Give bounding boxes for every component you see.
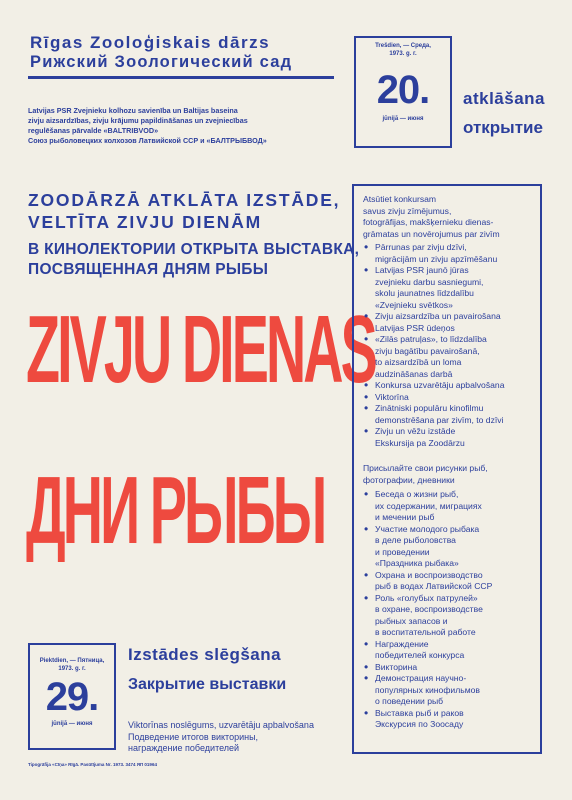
opening-month: jūnijā — июня bbox=[382, 116, 424, 122]
intro-line: Присылайте свои рисунки рыб, bbox=[363, 463, 488, 473]
opening-year: 1973. g. г. bbox=[389, 51, 417, 57]
organizer-line: zivju aizsardzības, zivju krājumu papildināšanas un zvejniecības bbox=[28, 116, 248, 125]
closing-note-line: Viktorīnas noslēgums, uzvarētāju apbalvošana bbox=[128, 720, 314, 730]
list-item: • Viktorīna bbox=[363, 392, 534, 404]
list-item: • Участие молодого рыбака в деле рыболовства и проведении «Праздника рыбака» bbox=[363, 524, 534, 570]
headline-latvian bbox=[28, 189, 340, 233]
list-item: • Latvijas PSR jaunō jūras zvejnieku darbu sasniegumi, skolu jaunatnes līdzdalību «Zvejnieku svētkos» bbox=[363, 265, 534, 311]
closing-day: 29. bbox=[45, 675, 99, 719]
headline-lv-line2: VELTĪTA ZIVJU DIENĀM bbox=[28, 212, 263, 232]
zoo-title-latvian: Rīgas Zooloģiskais dārzs bbox=[30, 33, 271, 52]
list-item: • Викторина bbox=[363, 662, 534, 674]
opening-label-russian: открытие bbox=[463, 118, 543, 137]
closing-year: 1973. g. г. bbox=[58, 666, 86, 672]
organizer-line: Latvijas PSR Zvejnieku kolhozu savienība un Baltijas baseina bbox=[28, 106, 238, 115]
list-item: • Выставка рыб и раков Экскурсия по Зоосаду bbox=[363, 708, 534, 731]
list-item: • Награждение победителей конкурса bbox=[363, 639, 534, 662]
program-list-latvian bbox=[363, 242, 534, 449]
closing-label-russian: Закрытие выставки bbox=[128, 676, 287, 693]
list-item: • Беседа о жизни рыб, их содержании, миграциях и мечении рыб bbox=[363, 489, 534, 524]
opening-weekday: Trešdien, — Среда, bbox=[375, 43, 431, 49]
intro-line: фотографии, дневники bbox=[363, 474, 455, 485]
program-intro-russian bbox=[363, 463, 534, 486]
intro-line: Atsūtiet konkursam bbox=[363, 194, 437, 204]
list-item: • Pārrunas par zivju dzīvi, migrācijām un zivju apzīmēšanu bbox=[363, 242, 534, 265]
opening-day: 20. bbox=[376, 68, 430, 112]
headline-ru-line1: В КИНОЛЕКТОРИИ ОТКРЫТА ВЫСТАВКА, bbox=[28, 241, 360, 258]
headline-russian bbox=[28, 240, 359, 280]
intro-line: grāmatas un novērojumus par zivīm bbox=[363, 228, 500, 239]
title-underline bbox=[28, 76, 334, 79]
closing-weekday: Piektdien, — Пятница, bbox=[39, 658, 105, 664]
closing-date-box bbox=[28, 643, 116, 750]
big-title-russian: ДНИ РЫБЫ bbox=[26, 457, 325, 564]
intro-line: fotogrāfijas, makšķernieku dienas- bbox=[363, 217, 494, 227]
list-item: • Охрана и воспроизводство рыб в водах Латвийской ССР bbox=[363, 570, 534, 593]
closing-month: jūnijā — июня bbox=[51, 721, 93, 727]
list-item: • Konkursa uzvarētāju apbalvošana bbox=[363, 380, 534, 392]
list-item: • Zivju un vēžu izstāde Ekskursija pa Zoodārzu bbox=[363, 426, 534, 449]
program-intro-latvian bbox=[363, 194, 534, 240]
opening-date-box bbox=[354, 36, 452, 148]
zoo-title-russian: Рижский Зоологический сад bbox=[30, 53, 293, 71]
closing-note-line: награждение победителей bbox=[128, 743, 240, 753]
closing-label-latvian: Izstādes slēgšana bbox=[128, 645, 282, 664]
organizer-line: regulēšanas pārvalde «BALTRIBVOD» bbox=[28, 126, 159, 135]
opening-label-latvian: atklāšana bbox=[463, 89, 545, 108]
list-item: • Zinātniski populāru kinofilmu demonstrēšana par zivīm, to dzīvi bbox=[363, 403, 534, 426]
list-item: • «Zilās patruļas», to līdzdalība zivju bagātību pavairošanā, to aizsardzībā un loma audzināšanas darbā bbox=[363, 334, 534, 380]
list-item: • Демонстрация научно- популярных кинофильмов о поведении рыб bbox=[363, 673, 534, 708]
big-title-latvian: ZIVJU DIENAS bbox=[26, 296, 375, 403]
program-box bbox=[352, 184, 542, 754]
list-item: • Zivju aizsardzība un pavairošana Latvijas PSR ūdeņos bbox=[363, 311, 534, 334]
organizers-text bbox=[28, 106, 338, 146]
headline-ru-line2: ПОСВЯЩЕННАЯ ДНЯМ РЫБЫ bbox=[28, 261, 269, 278]
organizer-line: Союз рыболовецких колхозов Латвийской ССР и «БАЛТРЫБВОД» bbox=[28, 136, 267, 145]
headline-lv-line1: ZOODĀRZĀ ATKLĀTA IZSTĀDE, bbox=[28, 190, 341, 210]
list-item: • Роль «голубых патрулей» в охране, воспроизводстве рыбных запасов и в воспитательной работе bbox=[363, 593, 534, 639]
printer-imprint: Tipogrāfija «Cīņa» Rīgā. Pasūtījuma Nr. 1973. 3474 ЯП 01964 bbox=[28, 762, 157, 767]
closing-note bbox=[128, 720, 338, 755]
closing-note-line: Подведение итогов викторины, bbox=[128, 731, 259, 742]
intro-line: savus zivju zīmējumus, bbox=[363, 205, 452, 216]
program-list-russian bbox=[363, 489, 534, 731]
